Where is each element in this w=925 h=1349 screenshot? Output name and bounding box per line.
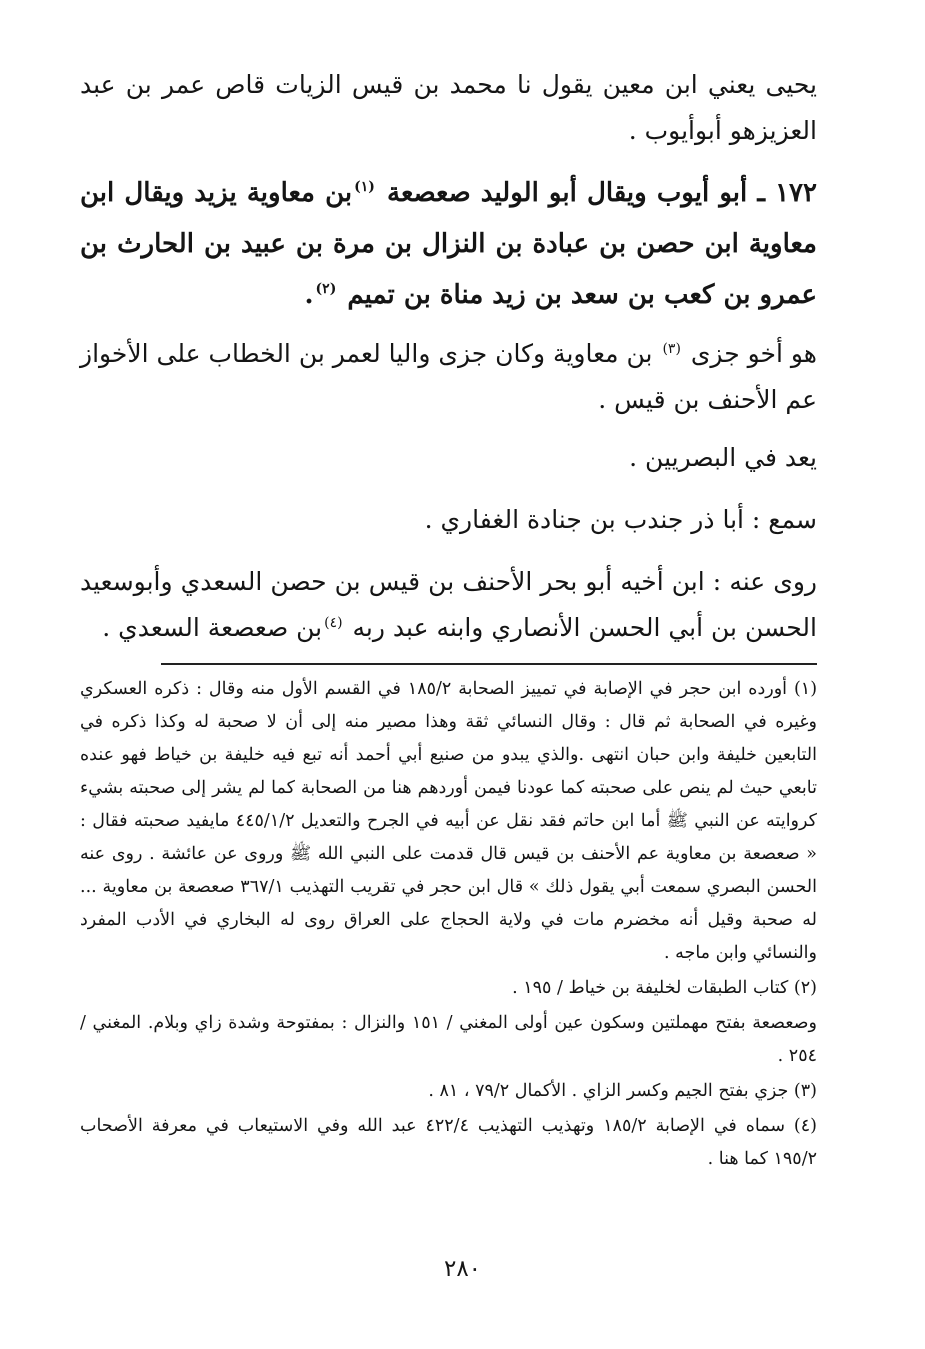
page-number: ٢٨٠ — [443, 1256, 482, 1282]
entry-heading-part1: ١٧٢ ـ أبو أيوب ويقال أبو الوليد صعصعة — [387, 178, 817, 208]
footnote-1: (١) أورده ابن حجر في الإصابة في تمييز الصحابة ١٨٥/٢ في القسم الأول منه وقال : ذكره العسكري وغيره في الصحابة ثم قال : وقال النسائي ثقة وهذا مصير منه إلى أن لا صحبة له وكذا ذكره في التابعين خليفة وابن حبان انتهى .والذي يبدو من صنيع أبي أحمد أنه تبع فيه خليفة بن خياط فهو عنده تابعي حيث لم ينص على صحبته كما عودنا فيمن أوردهم هنا من الصحابة كما لم يشر إلى صحبته بشيء كروايته عن النبي ﷺ أما ابن حاتم فقد نقل عن أبيه في الجرح والتعديل ٤٤٥/١/٢ مايفيد صحبته فقال : « صعصعة بن معاوية عم الأحنف بن قيس قال قدمت على النبي الله ﷺ وروى عن عائشة . روى عنه الحسن البصري سمعت أبي يقول ذلك » قال ابن حجر في تقريب التهذيب ٣٦٧/١ صعصعة بن معاوية ... له صحبة وقيل أنه مخضرم مات في ولاية الحجاج على العراق روى له البخاري في الأدب المفرد والنسائي وابن ماجه . — [80, 679, 818, 963]
footnote-divider — [161, 663, 817, 665]
footnote-4: (٤) سماه في الإصابة ١٨٥/٢ وتهذيب التهذيب ٤٢٢/٤ عبد الله وفي الاستيعاب في معرفة الأصحاب ١٩٥/٢ كما هنا . — [80, 1116, 817, 1169]
narrators-part2: بن صعصعة السعدي . — [102, 613, 323, 642]
narrators-paragraph — [80, 559, 817, 651]
heard-from-line: سمع : أبا ذر جندب بن جنادة الغفاري . — [424, 505, 817, 534]
main-text — [80, 62, 817, 651]
narrators-part1: روى عنه : ابن أخيه أبو بحر الأحنف بن قيس بن حصن السعدي وأبوسعيد الحسن بن أبي الحسن الأنصاري وابنه عبد ربه — [80, 567, 817, 642]
footnote-ref-3[interactable]: (٣) — [662, 340, 681, 357]
entry-heading — [80, 168, 817, 321]
entry-heading-part2: بن معاوية يزيد ويقال ابن معاوية ابن حصن بن عبادة بن النزال بن مرة بن عبيد بن الحارث بن عمرو بن كعب بن سعد بن زيد مناة بن تميم — [80, 178, 817, 310]
footnote-2-continued: وصعصعة بفتح مهملتين وسكون عين أولى المغني / ١٥١ والنزال : بمفتوحة وشدة زاي وبلام. المغني / ٢٥٤ . — [80, 1013, 817, 1066]
footnotes-section — [80, 673, 817, 1176]
biography-part1: هو أخو جزى — [690, 339, 817, 368]
footnote-3: (٣) جزي بفتح الجيم وكسر الزاي . الأكمال ٧٩/٢ ، ٨١ . — [428, 1081, 817, 1101]
intro-paragraph: يحيى يعني ابن معين يقول نا محمد بن قيس الزيات قاص عمر بن عبد العزيزهو أبوأيوب . — [80, 70, 817, 145]
biography-paragraph — [80, 331, 817, 423]
counted-among-line: يعد في البصريين . — [629, 443, 817, 472]
footnote-ref-1[interactable]: (١) — [354, 179, 375, 196]
entry-heading-end: . — [304, 280, 314, 310]
footnote-2: (٢) كتاب الطبقات لخليفة بن خياط / ١٩٥ . — [512, 978, 817, 998]
biography-part2: بن معاوية وكان جزى واليا لعمر بن الخطاب على الأخواز عم الأحنف بن قيس . — [80, 339, 817, 414]
footnote-ref-2[interactable]: (٢) — [315, 281, 337, 298]
footnote-ref-4[interactable]: (٤) — [324, 614, 343, 631]
